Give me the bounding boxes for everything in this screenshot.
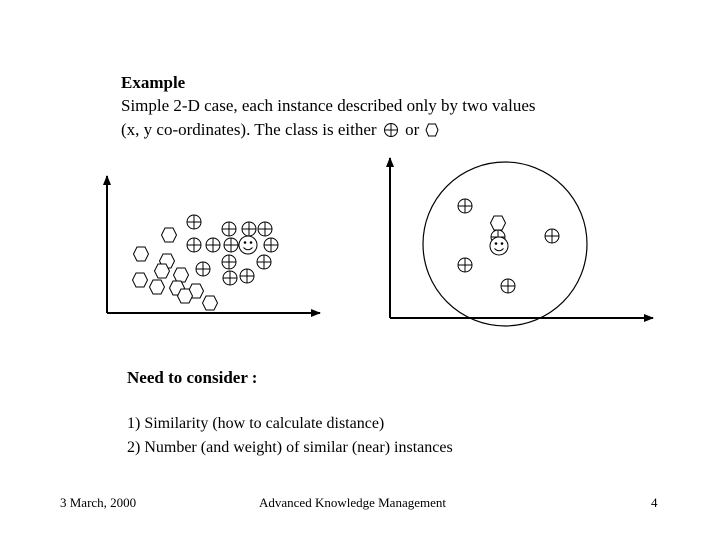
hexagon-instance	[155, 264, 170, 278]
description-line-1: Simple 2-D case, each instance described only by two values	[121, 96, 536, 115]
hexagon-instance	[134, 247, 149, 261]
plus-instance	[196, 262, 210, 276]
consider-heading: Need to consider :	[127, 368, 258, 387]
hexagon-instance	[133, 273, 148, 287]
plus-instance	[206, 238, 220, 252]
plus-instance	[545, 229, 559, 243]
plus-instance	[222, 222, 236, 236]
footer-title: Advanced Knowledge Management	[259, 495, 446, 510]
left-scatter-plot	[107, 176, 320, 313]
plus-instance	[258, 222, 272, 236]
hexagon-instance	[178, 289, 193, 303]
plus-instance	[224, 238, 238, 252]
plus-instance	[242, 222, 256, 236]
hexagon-instance	[174, 268, 189, 282]
consider-item-2: 2) Number (and weight) of similar (near) instances	[127, 439, 453, 456]
consider-item-1: 1) Similarity (how to calculate distance)	[127, 415, 385, 432]
plus-instance	[240, 269, 254, 283]
plus-instance	[501, 279, 515, 293]
plus-instance	[264, 238, 278, 252]
hexagon-instance	[150, 280, 165, 294]
description-line-2-text: (x, y co-ordinates). The class is either	[121, 120, 377, 139]
page-number: 4	[651, 495, 658, 510]
plus-instance	[223, 271, 237, 285]
plus-instance	[187, 238, 201, 252]
hexagon-instance	[203, 296, 218, 310]
plus-instance	[257, 255, 271, 269]
description-or-text: or	[405, 120, 420, 139]
footer-date: 3 March, 2000	[60, 495, 137, 510]
plus-instance	[458, 199, 472, 213]
plus-instance	[458, 258, 472, 272]
hexagon-instance	[491, 216, 506, 230]
hexagon-instance	[162, 228, 177, 242]
plus-instance	[187, 215, 201, 229]
query-smiley-icon	[239, 236, 257, 254]
plus-instance	[222, 255, 236, 269]
right-neighbourhood-plot	[390, 158, 653, 326]
slide-heading: Example	[121, 73, 186, 92]
query-smiley-icon	[490, 237, 508, 255]
